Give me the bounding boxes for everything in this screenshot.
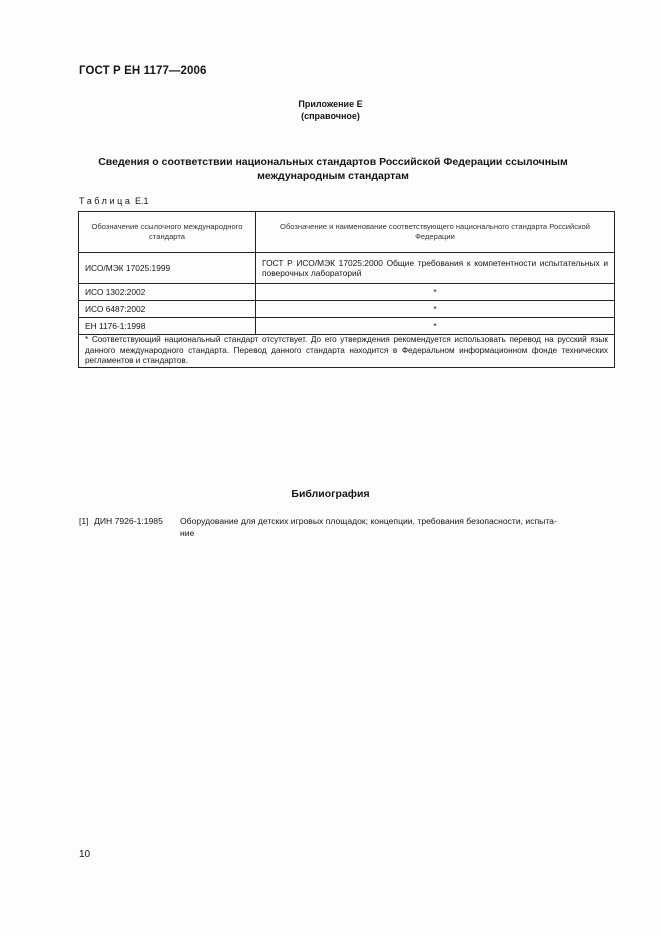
bibliography-title: Библиография [291,488,370,500]
table-row [79,284,615,301]
table-caption-number: Е.1 [135,196,149,206]
bibliography-entry-code: ДИН 7926-1:1985 [94,516,163,526]
cell-international-standard: ИСО 6487:2002 [79,301,256,318]
table-footnote-row [79,335,615,368]
page-number: 10 [79,849,91,860]
appendix-subtitle: (справочное) [301,111,360,121]
cell-international-standard: ЕН 1176-1:1998 [79,318,256,335]
cell-national-standard: ГОСТ Р ИСО/МЭК 17025:2000 Общие требования к компетентности испытательных и поверочных лабораторий [256,253,615,284]
table-caption-word: Таблица [79,196,133,206]
appendix-heading [0,98,661,122]
appendix-title: Приложение Е [298,99,363,109]
bibliography-entry-text [180,516,616,539]
cell-national-standard: * [256,301,615,318]
section-title-line-2: международным стандартам [257,169,409,182]
table-row [79,318,615,335]
table-row [79,253,615,284]
document-code-header: ГОСТ Р ЕН 1177—2006 [79,65,207,77]
section-title [80,156,586,183]
bibliography-entry-text-line-2: ние [180,527,195,538]
bibliography-entry-number: [1] [79,516,89,526]
cell-international-standard: ИСО/МЭК 17025:1999 [79,253,256,284]
table-row [79,301,615,318]
standards-correspondence-table [78,211,615,368]
cell-international-standard: ИСО 1302:2002 [79,284,256,301]
table-header-row [79,212,615,253]
column-header-national: Обозначение и наименование соответствующего национального стандарта Российской Федерации [256,212,615,253]
section-title-line-1: Сведения о соответствии национальных стандартов Российской Федерации ссылочным [98,156,568,168]
bibliography-entry-text-line-1: Оборудование для детских игровых площадок; концепции, требования безопасности, испыта- [180,516,557,526]
cell-national-standard: * [256,284,615,301]
cell-national-standard: * [256,318,615,335]
table-footnote: * Соответствующий национальный стандарт отсутствует. До его утверждения рекомендуется использовать перевод на русский язык данного международного стандарта. Перевод данного стандарта находится в Федеральном информационном фонде технических регламентов и стандартов. [79,335,615,368]
column-header-international: Обозначение ссылочного международного стандарта [79,212,256,253]
table-caption [79,196,149,206]
